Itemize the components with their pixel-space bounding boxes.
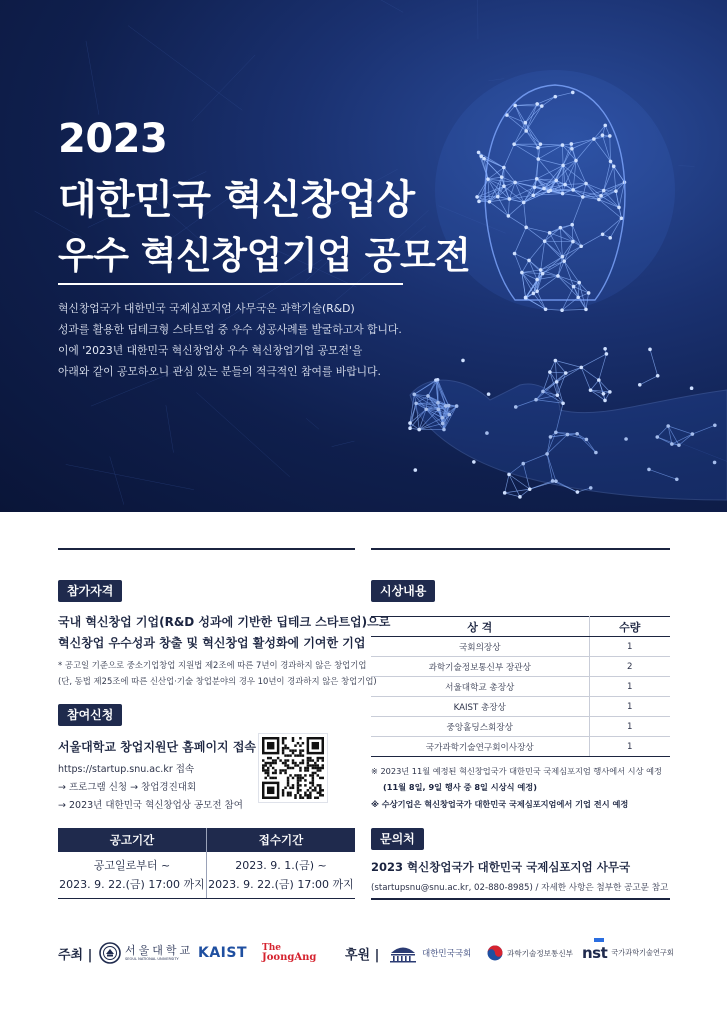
right-column-rule (371, 548, 670, 550)
award-qty: 2 (589, 657, 670, 677)
announce-period-line: 2023. 9. 22.(금) 17:00 까지 (59, 878, 205, 891)
table-row (371, 637, 670, 657)
apply-step: → 2023년 대한민국 혁신창업상 공모전 참여 (58, 800, 243, 811)
eligibility-main-line2: 혁신창업 우수성과 창출 및 혁신창업 활성화에 기여한 기업 (58, 636, 366, 650)
hero-title-line1: 대한민국 혁신창업상 (58, 177, 415, 223)
award-qty: 1 (589, 637, 670, 657)
awards-badge: 시상내용 (371, 580, 435, 602)
nst-accent-bar (594, 938, 604, 942)
snu-emblem-icon (99, 942, 121, 964)
award-name: KAIST 총장상 (371, 697, 589, 717)
nst-mark: nst (582, 944, 608, 962)
joongang-logo (262, 940, 316, 966)
award-qty: 1 (589, 737, 670, 757)
snu-name-en: SEOUL NATIONAL UNIVERSITY (125, 956, 179, 961)
snu-logo (99, 940, 193, 966)
apply-title: 서울대학교 창업지원단 홈페이지 접속 (58, 740, 257, 754)
awards-note-2: ※ 수상기업은 혁신창업국가 대한민국 국제심포지엄에서 기업 전시 예정 (371, 799, 629, 809)
taegeuk-icon (487, 945, 503, 961)
msit-logo (487, 940, 573, 966)
awards-note-1b: (11월 8일, 9일 행사 중 8일 시상식 예정) (383, 782, 537, 792)
intro-line: 혁신창업국가 대한민국 국제심포지엄 사무국은 과학기술(R&D) (58, 302, 355, 315)
award-qty: 1 (589, 697, 670, 717)
apply-step: → 프로그램 신청 → 창업경진대회 (58, 782, 197, 793)
contact-rule (371, 898, 670, 900)
snu-name: 서울대학교 (125, 943, 194, 957)
awards-header-qty: 수량 (589, 617, 670, 637)
announce-period-cell (58, 852, 207, 899)
hero-title-line2: 우수 혁신창업기업 공모전 (58, 234, 471, 277)
hero-intro (58, 298, 438, 382)
joongang-name: JoongAng (262, 951, 317, 963)
intro-line: 이에 '2023년 대한민국 혁신창업상 우수 혁신창업기업 공모전'을 (58, 344, 363, 357)
intro-line: 아래와 같이 공모하오니 관심 있는 분들의 적극적인 참여를 바랍니다. (58, 365, 381, 378)
host-label: 주최 | (58, 948, 93, 963)
nst-name: 국가과학기술연구회 (611, 948, 674, 957)
award-name: 국회의장상 (371, 637, 589, 657)
qr-code-icon (262, 737, 324, 799)
msit-name: 과학기술정보통신부 (507, 948, 574, 958)
awards-note-1: ※ 2023년 11월 예정된 혁신창업국가 대한민국 국제심포지엄 행사에서 시상 예정 (371, 766, 662, 776)
nst-logo (582, 940, 674, 966)
awards-header-name: 상 격 (371, 617, 589, 637)
contact-badge: 문의처 (371, 828, 424, 850)
period-table (58, 828, 355, 899)
assembly-building-icon (388, 943, 418, 963)
contact-main: 2023 혁신창업국가 대한민국 국제심포지엄 사무국 (371, 860, 631, 874)
awards-table (371, 616, 670, 757)
award-name: 서울대학교 총장상 (371, 677, 589, 697)
hero-year: 2023 (58, 116, 168, 162)
award-qty: 1 (589, 717, 670, 737)
table-row (371, 657, 670, 677)
receipt-period-cell (207, 852, 356, 899)
sponsor-label: 후원 | (345, 948, 380, 963)
table-row (371, 677, 670, 697)
contact-sub[interactable]: (startupsnu@snu.ac.kr, 02-880-8985) / 자세한 사항은 첨부한 공고문 참고 (371, 883, 669, 893)
receipt-period-line: 2023. 9. 1.(금) ~ (235, 859, 327, 872)
eligibility-main-line1: 국내 혁신창업 기업(R&D 성과에 기반한 딥테크 스타트업)으로 (58, 615, 391, 629)
table-row (371, 717, 670, 737)
table-row (371, 697, 670, 717)
apply-badge: 참여신청 (58, 704, 122, 726)
announce-period-header: 공고기간 (58, 828, 207, 852)
apply-url[interactable]: https://startup.snu.ac.kr 접속 (58, 764, 195, 775)
qr-code[interactable] (258, 733, 328, 803)
assembly-logo (388, 940, 471, 966)
table-row (371, 737, 670, 757)
receipt-period-header: 접수기간 (207, 828, 356, 852)
joongang-the: The (262, 942, 281, 953)
eligibility-badge: 참가자격 (58, 580, 122, 602)
announce-period-line: 공고일로부터 ~ (93, 859, 171, 872)
kaist-wordmark: KAIST (198, 945, 248, 961)
award-name: 국가과학기술연구회이사장상 (371, 737, 589, 757)
award-name: 중앙홀딩스회장상 (371, 717, 589, 737)
left-column-rule (58, 548, 355, 550)
assembly-name: 대한민국국회 (422, 949, 472, 959)
eligibility-note-line2: (단, 동법 제25조에 따른 신산업·기술 창업분야의 경우 10년이 경과하지 않은 창업기업) (58, 676, 377, 686)
receipt-period-line: 2023. 9. 22.(금) 17:00 까지 (208, 878, 354, 891)
award-name: 과학기술정보통신부 장관상 (371, 657, 589, 677)
award-qty: 1 (589, 677, 670, 697)
eligibility-note-line1: * 공고일 기준으로 중소기업창업 지원법 제2조에 따른 7년이 경과하지 않은 창업기업 (58, 660, 367, 670)
hero-divider (58, 283, 403, 285)
intro-line: 성과를 활용한 딥테크형 스타트업 중 우수 성공사례를 발굴하고자 합니다. (58, 323, 402, 336)
kaist-logo (198, 940, 247, 966)
